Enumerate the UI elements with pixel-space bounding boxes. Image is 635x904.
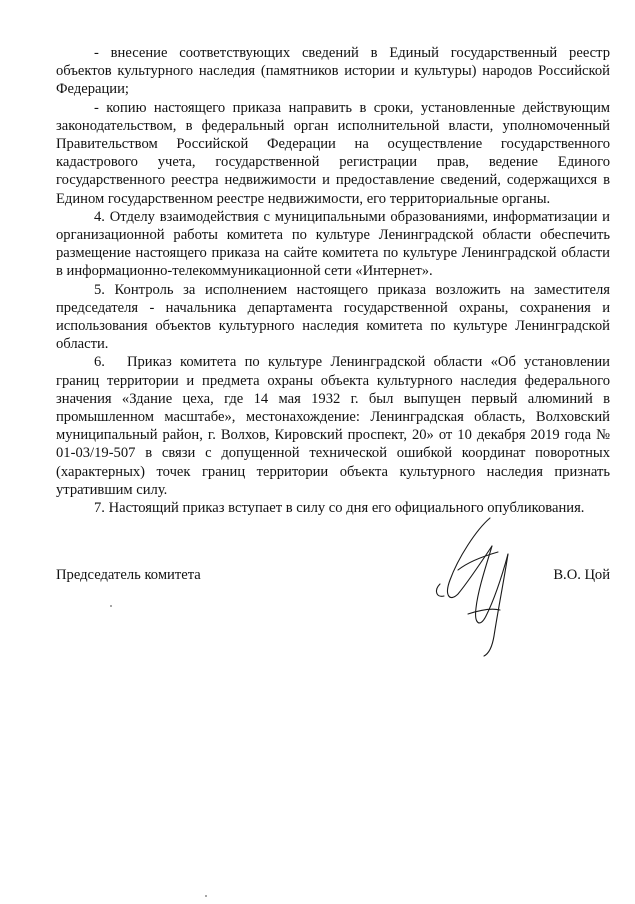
signer-title: Председатель комитета	[56, 567, 201, 583]
signer-name: В.О. Цой	[553, 567, 610, 583]
paragraph-registry: - внесение соответствующих сведений в Единый государственный реестр объектов культурного наследия (памятников истории и культуры) народов Российской Федерации;	[56, 45, 610, 98]
document-body	[56, 44, 610, 517]
handwritten-signature	[428, 510, 538, 660]
item-6-text: Приказ комитета по культуре Ленинградской области «Об установлении границ территории и предмета охраны объекта культурного наследия федерального значения «Здание цеха, где 14 мая 1932 г. был выпущен первый алюминий в промышленном масштабе», местонахождение: Ленинградская область, Волховский муниципальный район, г. Волхов, Кировский проспект, 20» от 10 декабря 2019 года № 01-03/19-507 в связи с допущенной технической ошибкой координат поворотных (характерных) точек границ территории объекта культурного наследия признать утратившим силу.	[56, 354, 610, 498]
paragraph-item-4: 4. Отделу взаимодействия с муниципальными образованиями, информатизации и организационной работы комитета по культуре Ленинградской области обеспечить размещение настоящего приказа на сайте комитета по культуре Ленинградской области в информационно-телекоммуникационной сети «Интернет».	[56, 208, 610, 280]
scan-speck	[205, 895, 207, 897]
item-6-number: 6.	[94, 354, 105, 371]
paragraph-item-5: 5. Контроль за исполнением настоящего приказа возложить на заместителя председателя - начальника департамента государственной охраны, сохранения и использования объектов культурного наследия комитета по культуре Ленинградской области.	[56, 281, 610, 353]
scan-speck	[110, 605, 112, 607]
paragraph-copy: - копию настоящего приказа направить в сроки, установленные действующим законодательством, в федеральный орган исполнительной власти, уполномоченный Правительством Российской Федерации на осуществление государственного кадастрового учета, государственной регистрации прав, ведение Единого государственного реестра недвижимости и предоставление сведений, содержащихся в Едином государственном реестре недвижимости, его территориальные органы.	[56, 99, 610, 207]
paragraph-item-7: 7. Настоящий приказ вступает в силу со дня его официального опубликования.	[94, 500, 585, 517]
paragraph-item-6	[56, 353, 610, 499]
